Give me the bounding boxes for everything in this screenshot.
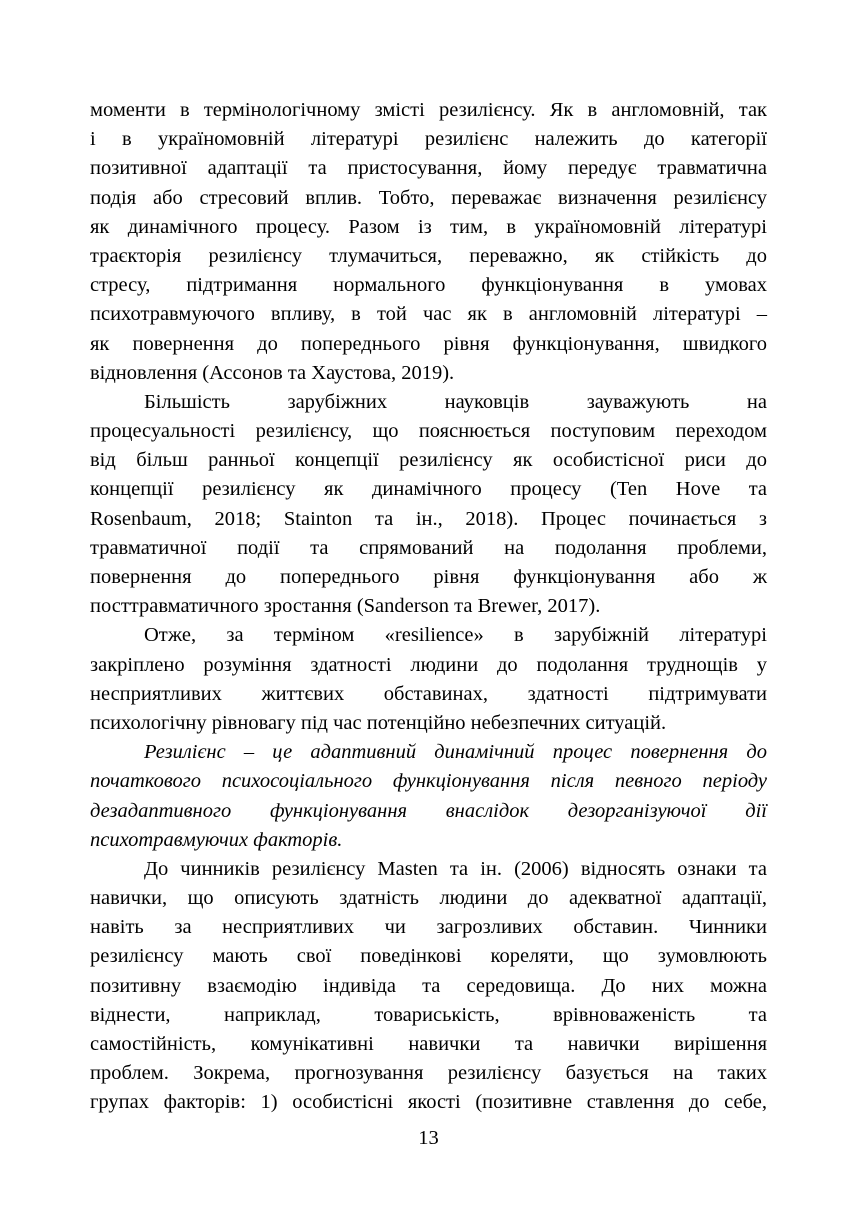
text-line: від більш ранньої концепції резилієнсу як особистісної риси до [90, 449, 767, 472]
text-line: групах факторів: 1) особистісні якості (позитивне ставлення до себе, [90, 1091, 767, 1114]
text-line: як повернення до попереднього рівня функціонування, швидкого [90, 332, 767, 355]
paragraph-resilience-term [90, 621, 767, 738]
text-line: і в україномовній літературі резилієнс належить до категорії [90, 128, 767, 151]
text-line: процесуальності резилієнсу, що пояснюється поступовим переходом [90, 420, 767, 443]
text-line: Rosenbaum, 2018; Stainton та ін., 2018). Процес починається з [90, 507, 767, 530]
text-line: навіть за несприятливих чи загрозливих обставин. Чинники [90, 916, 767, 939]
text-line: концепції резилієнсу як динамічного процесу (Ten Hove та [90, 478, 767, 501]
paragraph-processuality [90, 388, 767, 622]
text-line: Більшість зарубіжних науковців зауважують на [144, 390, 767, 413]
text-line: позитивної адаптації та пристосування, йому передує травматична [90, 157, 767, 180]
text-line: дезадаптивного функціонування внаслідок дезорганізуючої дії [90, 799, 767, 822]
text-line: як динамічного процесу. Разом із тим, в україномовній літературі [90, 215, 767, 238]
text-line: початкового психосоціального функціонування після певного періоду [90, 770, 767, 793]
text-line: позитивну взаємодію індивіда та середовища. До них можна [90, 974, 767, 997]
text-line: психотравмуючих факторів. [90, 828, 343, 851]
text-line: Отже, за терміном «resilience» в зарубіжній літературі [144, 624, 767, 647]
text-line: відновлення (Ассонов та Хаустова, 2019). [90, 361, 455, 384]
text-line: психотравмуючого впливу, в той час як в англомовній літературі – [90, 303, 767, 326]
text-line: проблем. Зокрема, прогнозування резилієнсу базується на таких [90, 1062, 767, 1085]
text-line: моменти в термінологічному змісті резилієнсу. Як в англомовній, так [90, 99, 767, 121]
text-line: Резилієнс – це адаптивний динамічний процес повернення до [144, 741, 767, 764]
text-line: стресу, підтримання нормального функціонування в умовах [90, 274, 767, 297]
paragraph-terminology [90, 96, 767, 388]
text-line: травматичної події та спрямований на подолання проблеми, [90, 536, 767, 559]
text-line: несприятливих життєвих обставинах, здатності підтримувати [90, 682, 767, 705]
text-line: До чинників резилієнсу Masten та ін. (2006) відносять ознаки та [144, 857, 767, 880]
text-line: посттравматичного зростання (Sanderson та Brewer, 2017). [90, 595, 601, 618]
text-line: психологічну рівновагу під час потенційно небезпечних ситуацій. [90, 711, 667, 734]
text-line: траєкторія резилієнсу тлумачиться, переважно, як стійкість до [90, 244, 767, 267]
paragraph-definition [90, 738, 767, 855]
text-line: закріплено розуміння здатності людини до подолання труднощів у [90, 653, 767, 676]
text-line: повернення до попереднього рівня функціонування або ж [90, 566, 767, 588]
text-line: навички, що описують здатність людини до адекватної адаптації, [90, 887, 767, 910]
text-line: подія або стресовий вплив. Тобто, переважає визначення резилієнсу [90, 186, 767, 209]
text-line: віднести, наприклад, товариськість, врівноваженість та [90, 1003, 767, 1026]
text-line: самостійність, комунікативні навички та навички вирішення [90, 1033, 767, 1055]
paragraph-factors [90, 855, 767, 1118]
text-line: резилієнсу мають свої поведінкові кореляти, що зумовлюють [90, 945, 767, 968]
page-body [90, 96, 767, 1118]
page-number: 13 [418, 1127, 439, 1149]
